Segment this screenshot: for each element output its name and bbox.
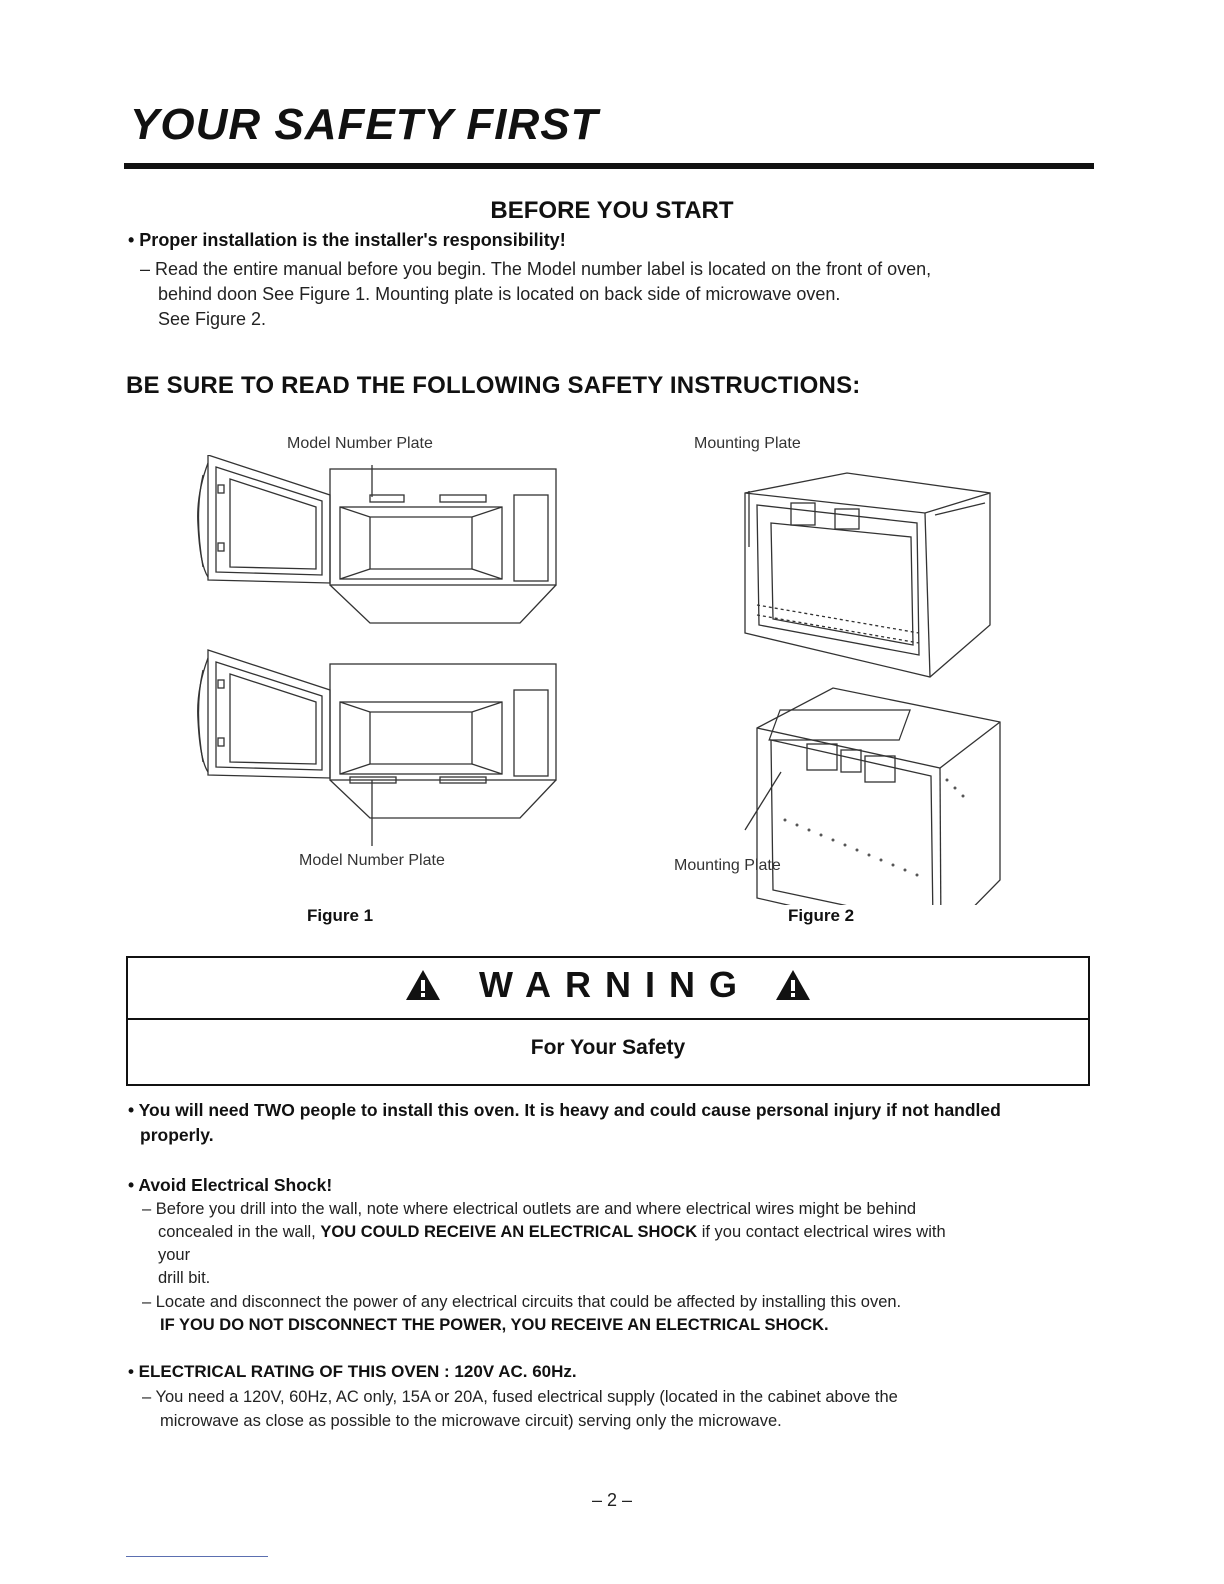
figure1-illustration xyxy=(190,455,570,850)
warning-triangle-icon xyxy=(405,969,441,1001)
two-people-line-2: properly. xyxy=(140,1125,214,1145)
avoid-shock-heading: • Avoid Electrical Shock! xyxy=(128,1175,333,1195)
figure2-caption: Figure 2 xyxy=(788,906,855,925)
shock-line-1: – Before you drill into the wall, note where electrical outlets are and where electrical wires might be behind xyxy=(142,1200,917,1218)
title-rule xyxy=(124,163,1094,169)
figure2-illustration xyxy=(735,455,1015,905)
shock-line-4: drill bit. xyxy=(158,1269,211,1287)
shock-line-2-post: if you contact electrical wires with xyxy=(697,1223,946,1241)
installer-responsibility-bullet: • Proper installation is the installer's responsibility! xyxy=(128,230,566,250)
warning-triangle-icon xyxy=(775,969,811,1001)
electrical-rating-heading: • ELECTRICAL RATING OF THIS OVEN : 120V AC. 60Hz. xyxy=(128,1362,577,1381)
figure1-caption: Figure 1 xyxy=(307,906,374,925)
warning-title-row xyxy=(128,964,1088,1006)
shock-warning-emphasis: YOU COULD RECEIVE AN ELECTRICAL SHOCK xyxy=(320,1223,698,1241)
safety-instructions-heading: BE SURE TO READ THE FOLLOWING SAFETY INSTRUCTIONS: xyxy=(126,372,861,399)
microwave-rear-view-bottom xyxy=(745,688,1000,905)
warning-subtitle: For Your Safety xyxy=(530,1036,686,1059)
before-start-line-1: – Read the entire manual before you begin. The Model number label is located on the front of oven, xyxy=(140,259,932,279)
rating-line-1: – You need a 120V, 60Hz, AC only, 15A or 20A, fused electrical supply (located in the cabinet above the xyxy=(142,1388,898,1406)
figure1-bottom-label: Model Number Plate xyxy=(299,852,445,869)
two-people-line-1: • You will need TWO people to install this oven. It is heavy and could cause personal injury if not handled xyxy=(128,1100,1001,1120)
shock-line-5: – Locate and disconnect the power of any electrical circuits that could be affected by installing this oven. xyxy=(142,1293,902,1311)
figure1-top-label: Model Number Plate xyxy=(287,435,433,452)
microwave-open-door-bottom xyxy=(198,650,556,846)
before-start-line-2: behind doon See Figure 1. Mounting plate is located on back side of microwave oven. xyxy=(158,284,841,304)
footer-line xyxy=(126,1556,268,1557)
warning-box xyxy=(126,956,1090,1086)
rating-line-2: microwave as close as possible to the microwave circuit) serving only the microwave. xyxy=(160,1412,782,1430)
disconnect-power-warning: IF YOU DO NOT DISCONNECT THE POWER, YOU RECEIVE AN ELECTRICAL SHOCK. xyxy=(160,1316,829,1334)
shock-line-2-pre: concealed in the wall, xyxy=(158,1223,321,1241)
shock-line-2 xyxy=(158,1221,946,1245)
microwave-open-door-top xyxy=(198,455,556,623)
before-start-heading: BEFORE YOU START xyxy=(490,197,734,224)
page-title: YOUR SAFETY FIRST xyxy=(130,100,599,149)
before-start-line-3: See Figure 2. xyxy=(158,309,267,329)
warning-title: WARNING xyxy=(479,964,751,1005)
page-number: – 2 – xyxy=(591,1490,633,1510)
microwave-rear-view-top xyxy=(745,473,990,677)
figure2-top-label: Mounting Plate xyxy=(694,435,801,452)
figure2-bottom-label: Mounting Plate xyxy=(674,857,781,874)
warning-divider xyxy=(128,1018,1088,1020)
shock-line-3: your xyxy=(158,1246,191,1264)
